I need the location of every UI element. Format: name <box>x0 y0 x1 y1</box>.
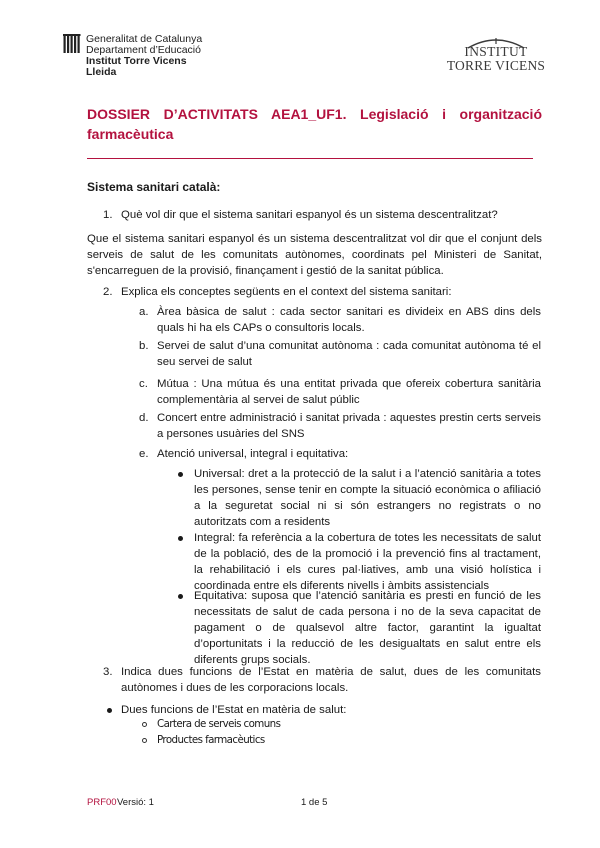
q2-a-letter: a. <box>139 306 149 318</box>
q3-question: Indica dues funcions de l’Estat en matèria de salut, dues de les comunitats autònomes i dues de les corporacions locals. <box>121 666 541 694</box>
q3-subitem-1: Cartera de serveis comuns <box>157 718 281 730</box>
q2-item-b: Servei de salut d’una comunitat autònoma : cada comunitat autònoma té el seu servei de salut <box>157 340 541 368</box>
gen-line-3: Institut Torre Vicens <box>86 55 187 67</box>
gen-line-1: Generalitat de Catalunya <box>86 33 203 45</box>
page-title: DOSSIER D’ACTIVITATS AEA1_UF1. Legislació i organització farmacèutica <box>87 106 542 142</box>
q2-b-letter: b. <box>139 340 149 352</box>
institut-logo-line2: TORRE VICENS <box>446 58 546 73</box>
gen-line-4: Lleida <box>86 66 117 78</box>
sub-bullet-integral: Integral: fa referència a la cobertura de totes les necessitats de salut de la població, des de la promoció i la prevenció fins al tractament, la rehabilitació i els cures pal·liatives, amb una visió holística i coordinada entre els diferents nivells i àmbits assistencials <box>194 532 541 592</box>
q2-number: 2. <box>103 286 113 298</box>
bullet-dot-icon <box>178 472 183 477</box>
q2-c-letter: c. <box>139 378 148 390</box>
footer-page-number: 1 de 5 <box>301 797 328 808</box>
q1-number: 1. <box>103 209 113 221</box>
bullet-dot-icon <box>107 708 112 713</box>
footer-code: PRF00 <box>87 797 117 808</box>
q1-question: Què vol dir que el sistema sanitari espanyol és un sistema descentralitzat? <box>121 209 498 221</box>
gen-line-2: Departament d’Educació <box>86 44 201 56</box>
sub-bullet-universal: Universal: dret a la protecció de la salut i a l’atenció sanitària a totes les persones, sense tenir en compte la situació econòmica o afiliació a la seguretat social ni si són estrangers no registrats o no autoritzats com a residents <box>194 468 541 528</box>
section-title: Sistema sanitari català: <box>87 180 221 194</box>
q2-e-letter: e. <box>139 448 149 460</box>
title-divider <box>87 158 533 159</box>
q3-bullet: Dues funcions de l’Estat en matèria de salut: <box>121 704 347 716</box>
sub-bullet-equitativa: Equitativa: suposa que l’atenció sanitària es presti en funció de les necessitats de salut de cada persona i no de la seva capacitat de pagament o de qualsevol altre factor, garantint la igualtat d’oportunitats i la reducció de les desigualtats en salut entre els diferents grups socials. <box>194 590 541 666</box>
q2-d-letter: d. <box>139 412 149 424</box>
footer-version: Versió: 1 <box>117 797 154 808</box>
bullet-dot-icon <box>178 536 183 541</box>
generalitat-logo-icon <box>63 34 81 54</box>
institut-logo <box>446 36 546 76</box>
q1-answer: Que el sistema sanitari espanyol és un sistema descentralitzat vol dir que el conjunt dels serveis de salut de les comunitats autònomes, coordinats pel Ministeri de Sanitat, s'encarreguen de la provisió, finançament i gestió de la sanitat pública. <box>87 233 542 277</box>
institution-header <box>86 34 202 78</box>
q2-item-c: Mútua : Una mútua és una entitat privada que ofereix cobertura sanitària complementària al servei de salut públic <box>157 378 541 406</box>
q3-subitem-2: Productes farmacèutics <box>157 734 265 746</box>
q3-number: 3. <box>103 666 113 678</box>
q2-item-d: Concert entre administració i sanitat privada : aquestes prestin certs serveis a persones usuàries del SNS <box>157 412 541 440</box>
circle-bullet-icon <box>142 722 147 727</box>
q2-item-a: Àrea bàsica de salut : cada sector sanitari es divideix en ABS dins dels quals hi ha els CAPs o consultoris locals. <box>157 306 541 334</box>
q2-question: Explica els conceptes següents en el context del sistema sanitari: <box>121 286 452 298</box>
circle-bullet-icon <box>142 738 147 743</box>
q2-item-e: Atenció universal, integral i equitativa: <box>157 448 349 460</box>
bullet-dot-icon <box>178 594 183 599</box>
institut-logo-line1: INSTITUT <box>464 44 528 59</box>
